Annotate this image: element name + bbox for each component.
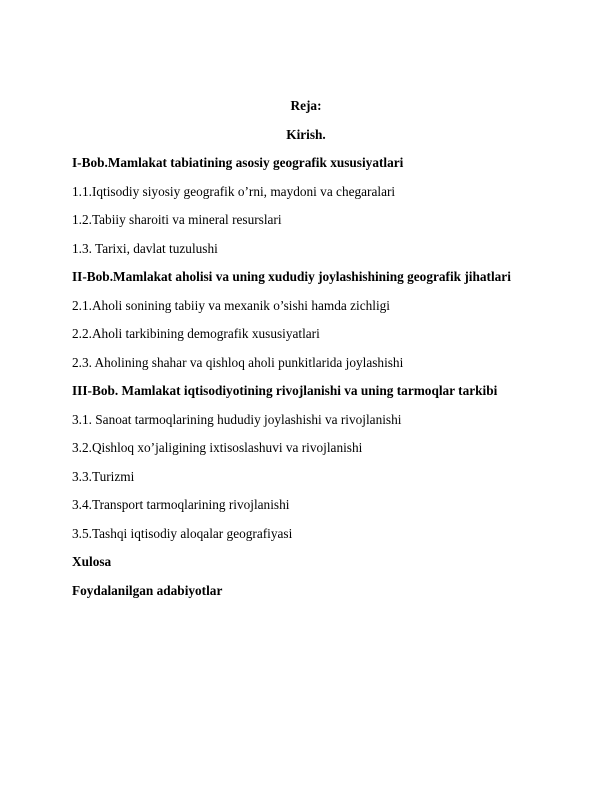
section-item: 3.3.Turizmi (72, 469, 135, 484)
section-item: 2.2.Aholi tarkibining demografik xususiyatlari (72, 326, 320, 341)
section-item: 3.4.Transport tarmoqlarining rivojlanishi (72, 497, 290, 512)
page-title: Reja: (290, 98, 322, 113)
section-item: 1.1.Iqtisodiy siyosiy geografik o’rni, maydoni va chegaralari (72, 184, 396, 199)
section-item: 3.2.Qishloq xo’jaligining ixtisoslashuvi va rivojlanishi (72, 440, 363, 455)
section-item: 3.5.Tashqi iqtisodiy aloqalar geografiyasi (72, 526, 293, 541)
section-item: 2.1.Aholi sonining tabiiy va mexanik o’sishi hamda zichligi (72, 298, 390, 313)
conclusion-heading: Xulosa (72, 554, 112, 569)
section-item: 2.3. Aholining shahar va qishloq aholi punkitlarida joylashishi (72, 355, 404, 370)
section-item: 1.3. Tarixi, davlat tuzulushi (72, 241, 218, 256)
references-heading: Foydalanilgan adabiyotlar (72, 583, 223, 598)
chapter-heading: III-Bob. Mamlakat iqtisodiyotining rivojlanishi va uning tarmoqlar tarkibi (72, 383, 498, 398)
chapter-heading: I-Bob.Mamlakat tabiatining asosiy geografik xususiyatlari (72, 155, 404, 170)
section-item: 3.1. Sanoat tarmoqlarining hududiy joylashishi va rivojlanishi (72, 412, 402, 427)
section-item: 1.2.Tabiiy sharoiti va mineral resurslari (72, 212, 282, 227)
chapter-heading: II-Bob.Mamlakat aholisi va uning xududiy joylashishining geografik jihatlari (72, 269, 511, 284)
intro-heading: Kirish. (286, 127, 326, 142)
